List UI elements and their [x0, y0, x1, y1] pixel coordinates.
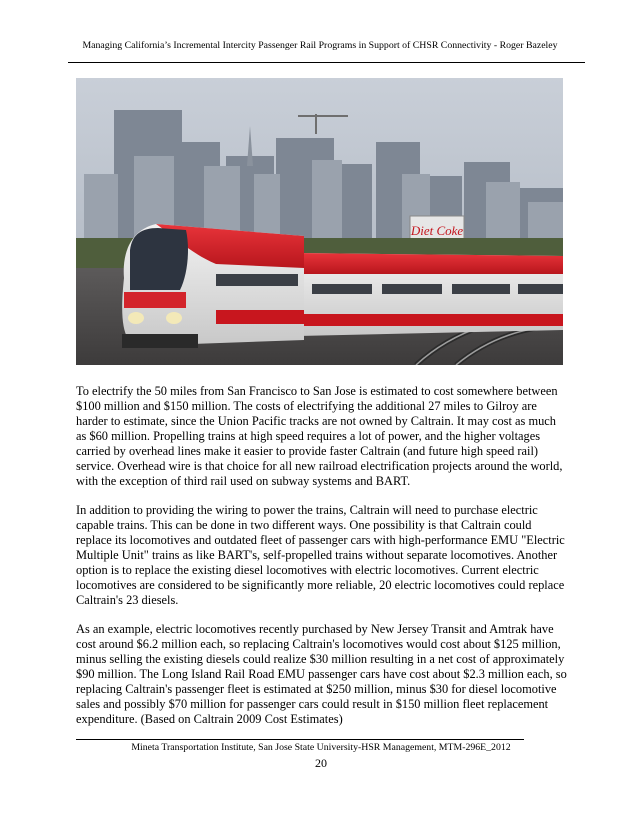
- billboard-logo: Diet Coke: [410, 223, 464, 238]
- body-text: [76, 384, 568, 741]
- header-divider: [68, 62, 585, 63]
- footer-institution: Mineta Transportation Institute, San Jose State University-HSR Management, MTM-296E_2012: [131, 742, 511, 753]
- paragraph-cost-example: As an example, electric locomotives recently purchased by New Jersey Transit and Amtrak have cost around $6.2 million each, so replacing Caltrain's locomotives would cost about $125 million, minus selling the existing diesels could realize $30 million resulting in a net cost of approximately $90 million. The Long Island Rail Road EMU passenger cars have cost about $2.3 million each, so replacing Caltrain's passenger fleet is estimated at $250 million, minus $30 for diesel locomotive sales and possibly $70 million for passenger cars could result in $150 million fleet replacement expenditure. (Based on Caltrain 2009 Cost Estimates): [76, 622, 567, 726]
- train-photo: [76, 78, 563, 365]
- paragraph-electric-trains: In addition to providing the wiring to power the trains, Caltrain will need to purchase electric capable trains. This can be done in two different ways. One possibility is that Caltrain could replace its locomotives and outdated fleet of passenger cars with high-performance EMU "Electric Multiple Unit" trains as like BART's, self-propelled trains without separate locomotives. Another option is to replace the existing diesel locomotives with electric locomotives. Current electric locomotives are considered to be significantly more reliable, 20 electric locomotives could replace Caltrain's 23 diesels.: [76, 503, 565, 607]
- page-number: 20: [315, 756, 327, 770]
- running-header: Managing California’s Incremental Intercity Passenger Rail Programs in Support of CHSR Connectivity - Roger Bazeley: [82, 40, 558, 51]
- footer-divider: [76, 739, 524, 740]
- paragraph-electrification-cost: To electrify the 50 miles from San Francisco to San Jose is estimated to cost somewhere between $100 million and $150 million. The costs of electrifying the additional 27 miles to Gilroy are harder to estimate, since the Union Pacific tracks are not owned by Caltrain. It may cost as much as $60 million. Propelling trains at high speed requires a lot of power, and the higher voltages carried by overhead lines make it easier to provide faster Caltrain (and future high speed rail) service. Overhead wire is that choice for all new railroad electrification projects around the world, with the exception of third rail used on subway systems and BART.: [76, 384, 563, 488]
